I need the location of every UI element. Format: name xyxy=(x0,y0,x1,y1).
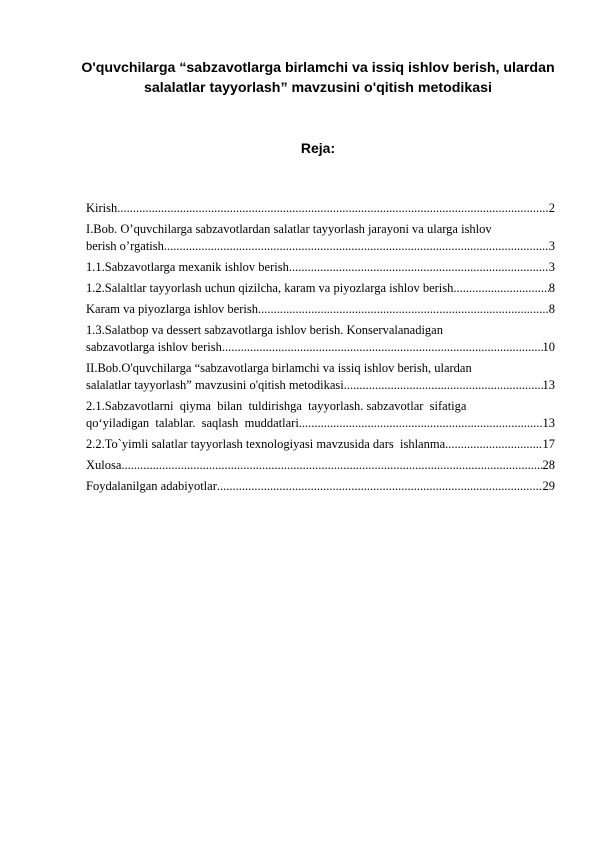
toc-entry xyxy=(86,398,555,432)
toc-entry xyxy=(86,478,555,495)
toc-leader-dots xyxy=(222,339,543,356)
plan-heading: Reja: xyxy=(300,140,336,156)
toc-line xyxy=(86,259,555,276)
toc-entry-title: Foydalanilgan adabiyotlar xyxy=(86,479,217,493)
toc-leader-dots xyxy=(121,457,542,474)
toc-page-number: 28 xyxy=(542,458,555,472)
toc-leader-dots xyxy=(453,280,548,297)
toc-entry xyxy=(86,436,555,453)
toc-page-number: 13 xyxy=(542,378,555,392)
toc-leader-dots xyxy=(289,259,549,276)
toc-entry xyxy=(86,259,555,276)
toc-line xyxy=(86,301,555,318)
toc-entry-title-line: 1.3.Salatbop va dessert sabzavotlarga ishlov berish. Konservalanadigan xyxy=(86,323,443,337)
toc-page-number: 13 xyxy=(542,416,555,430)
toc-line xyxy=(86,200,555,217)
toc-entry xyxy=(86,221,555,255)
toc-entry-title: salalatlar tayyorlash” mavzusini o'qitish metodikasi xyxy=(86,378,344,392)
table-of-contents xyxy=(86,200,555,499)
toc-entry-title-line: I.Bob. O’quvchilarga sabzavotlardan salatlar tayyorlash jarayoni va ularga ishlov xyxy=(86,222,492,236)
toc-entry-title: berish o’rgatish xyxy=(86,239,164,253)
toc-entry-title: 1.2.Salaltlar tayyorlash uchun qizilcha, karam va piyozlarga ishlov berish xyxy=(86,281,454,295)
toc-entry xyxy=(86,280,555,297)
toc-page-number: 17 xyxy=(542,437,555,451)
toc-leader-dots xyxy=(164,238,549,255)
toc-leader-dots xyxy=(258,301,549,318)
toc-entry-title: 2.2.To`yimli salatlar tayyorlash texnologiyasi mavzusida dars ishlanma xyxy=(86,437,446,451)
toc-leader-dots xyxy=(117,200,549,217)
toc-leader-dots xyxy=(344,377,543,394)
toc-entry xyxy=(86,301,555,318)
toc-entry xyxy=(86,322,555,356)
toc-page-number: 3 xyxy=(548,239,555,253)
toc-page-number: 10 xyxy=(542,340,555,354)
toc-entry-title: Kirish xyxy=(86,201,118,215)
toc-entry xyxy=(86,457,555,474)
toc-line xyxy=(86,377,555,394)
toc-entry xyxy=(86,200,555,217)
toc-page-number: 29 xyxy=(542,479,555,493)
toc-entry xyxy=(86,360,555,394)
toc-entry-title-line: 2.1.Sabzavotlarni qiyma bilan tuldirishga tayyorlash. sabzavotlar sifatiga xyxy=(86,399,467,413)
toc-entry-title: Karam va piyozlarga ishlov berish xyxy=(86,302,258,316)
toc-line xyxy=(86,436,555,453)
toc-leader-dots xyxy=(445,436,542,453)
toc-entry-title: qo‘yiladigan talablar. saqlash muddatlari xyxy=(86,416,299,430)
toc-leader-dots xyxy=(299,415,543,432)
toc-entry-title: Xulosa xyxy=(86,458,122,472)
toc-page-number: 2 xyxy=(548,201,555,215)
toc-entry-title: sabzavotlarga ishlov berish xyxy=(86,340,222,354)
toc-line xyxy=(86,280,555,297)
toc-page-number: 8 xyxy=(548,302,555,316)
document-title-line-2: salalatlar tayyorlash” mavzusini o'qitish metodikasi xyxy=(144,80,492,96)
toc-line xyxy=(86,457,555,474)
document-title xyxy=(80,58,556,98)
toc-line xyxy=(86,478,555,495)
toc-entry-title: 1.1.Sabzavotlarga mexanik ishlov berish xyxy=(86,260,289,274)
document-title-line-1: O'quvchilarga “sabzavotlarga birlamchi va issiq ishlov berish, ulardan xyxy=(81,60,555,76)
toc-entry-title-line: II.Bob.O'quvchilarga “sabzavotlarga birlamchi va issiq ishlov berish, ulardan xyxy=(86,361,472,375)
toc-line xyxy=(86,339,555,356)
toc-line xyxy=(86,415,555,432)
toc-leader-dots xyxy=(217,478,543,495)
toc-page-number: 3 xyxy=(548,260,555,274)
toc-page-number: 8 xyxy=(548,281,555,295)
toc-line xyxy=(86,238,555,255)
